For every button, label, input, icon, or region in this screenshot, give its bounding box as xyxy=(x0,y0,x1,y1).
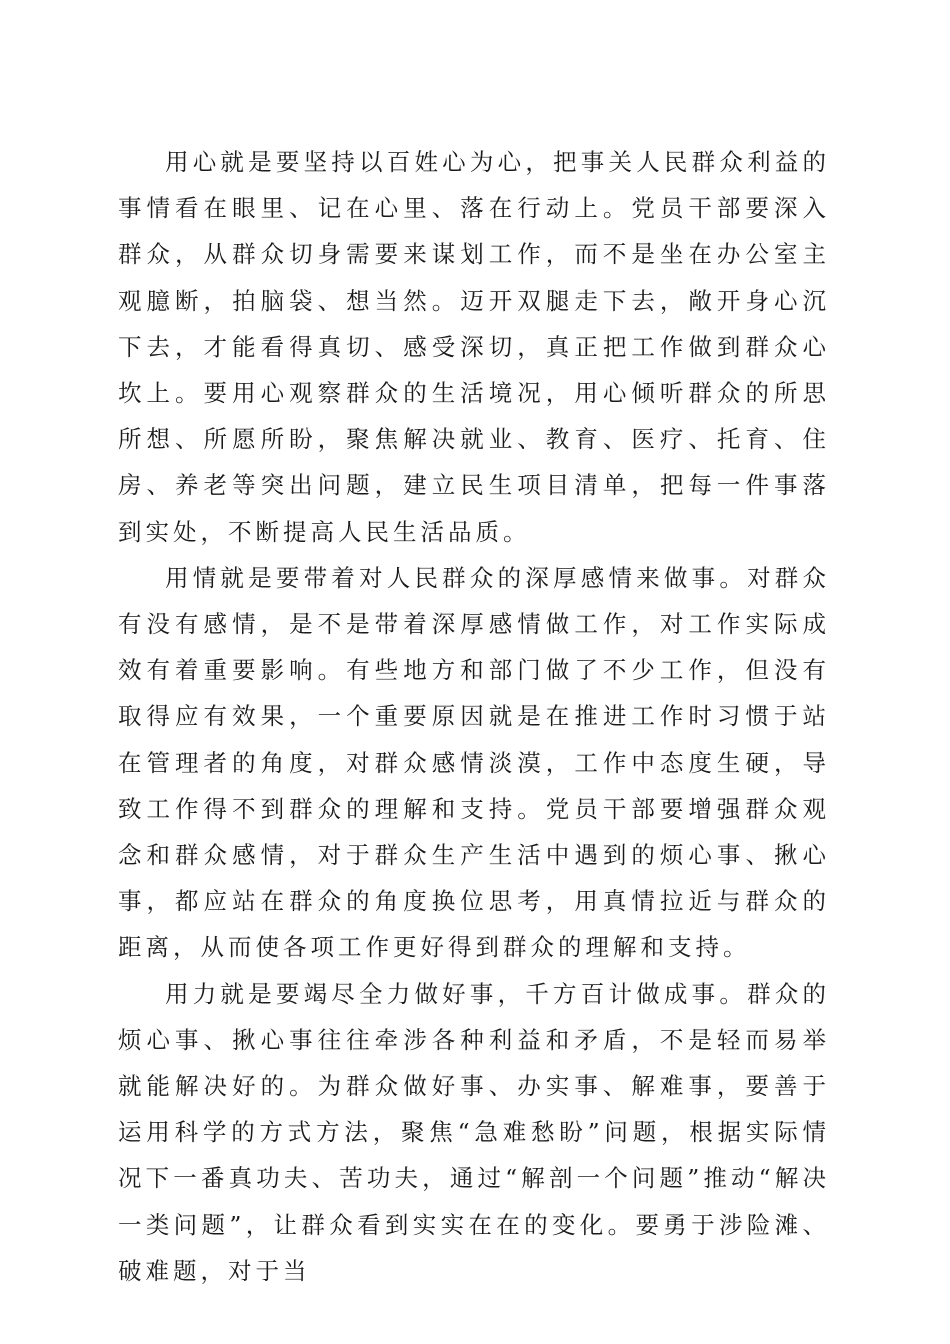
paragraph-yongqing: 用情就是要带着对人民群众的深厚感情来做事。对群众有没有感情，是不是带着深厚感情做工作，对工作实际成效有着重要影响。有些地方和部门做了不少工作，但没有取得应有效果，一个重要原因就是在推进工作时习惯于站在管理者的角度，对群众感情淡漠，工作中态度生硬，导致工作得不到群众的理解和支持。党员干部要增强群众观念和群众感情，对于群众生产生活中遇到的烦心事、揪心事，都应站在群众的角度换位思考，用真情拉近与群众的距离，从而使各项工作更好得到群众的理解和支持。 xyxy=(118,563,830,962)
body-text xyxy=(118,139,830,1294)
paragraph-yongli: 用力就是要竭尽全力做好事，千方百计做成事。群众的烦心事、揪心事往往牵涉各种利益和矛盾，不是轻而易举就能解决好的。为群众做好事、办实事、解难事，要善于运用科学的方式方法，聚焦“急难愁盼”问题，根据实际情况下一番真功夫、苦功夫，通过“解剖一个问题”推动“解决一类问题”，让群众看到实实在在的变化。要勇于涉险滩、破难题，对于当 xyxy=(118,979,830,1285)
paragraph-yongxin: 用心就是要坚持以百姓心为心，把事关人民群众利益的事情看在眼里、记在心里、落在行动上。党员干部要深入群众，从群众切身需要来谋划工作，而不是坐在办公室主观臆断，拍脑袋、想当然。迈开双腿走下去，敞开身心沉下去，才能看得真切、感受深切，真正把工作做到群众心坎上。要用心观察群众的生活境况，用心倾听群众的所思所想、所愿所盼，聚焦解决就业、教育、医疗、托育、住房、养老等突出问题，建立民生项目清单，把每一件事落到实处，不断提高人民生活品质。 xyxy=(118,148,830,546)
